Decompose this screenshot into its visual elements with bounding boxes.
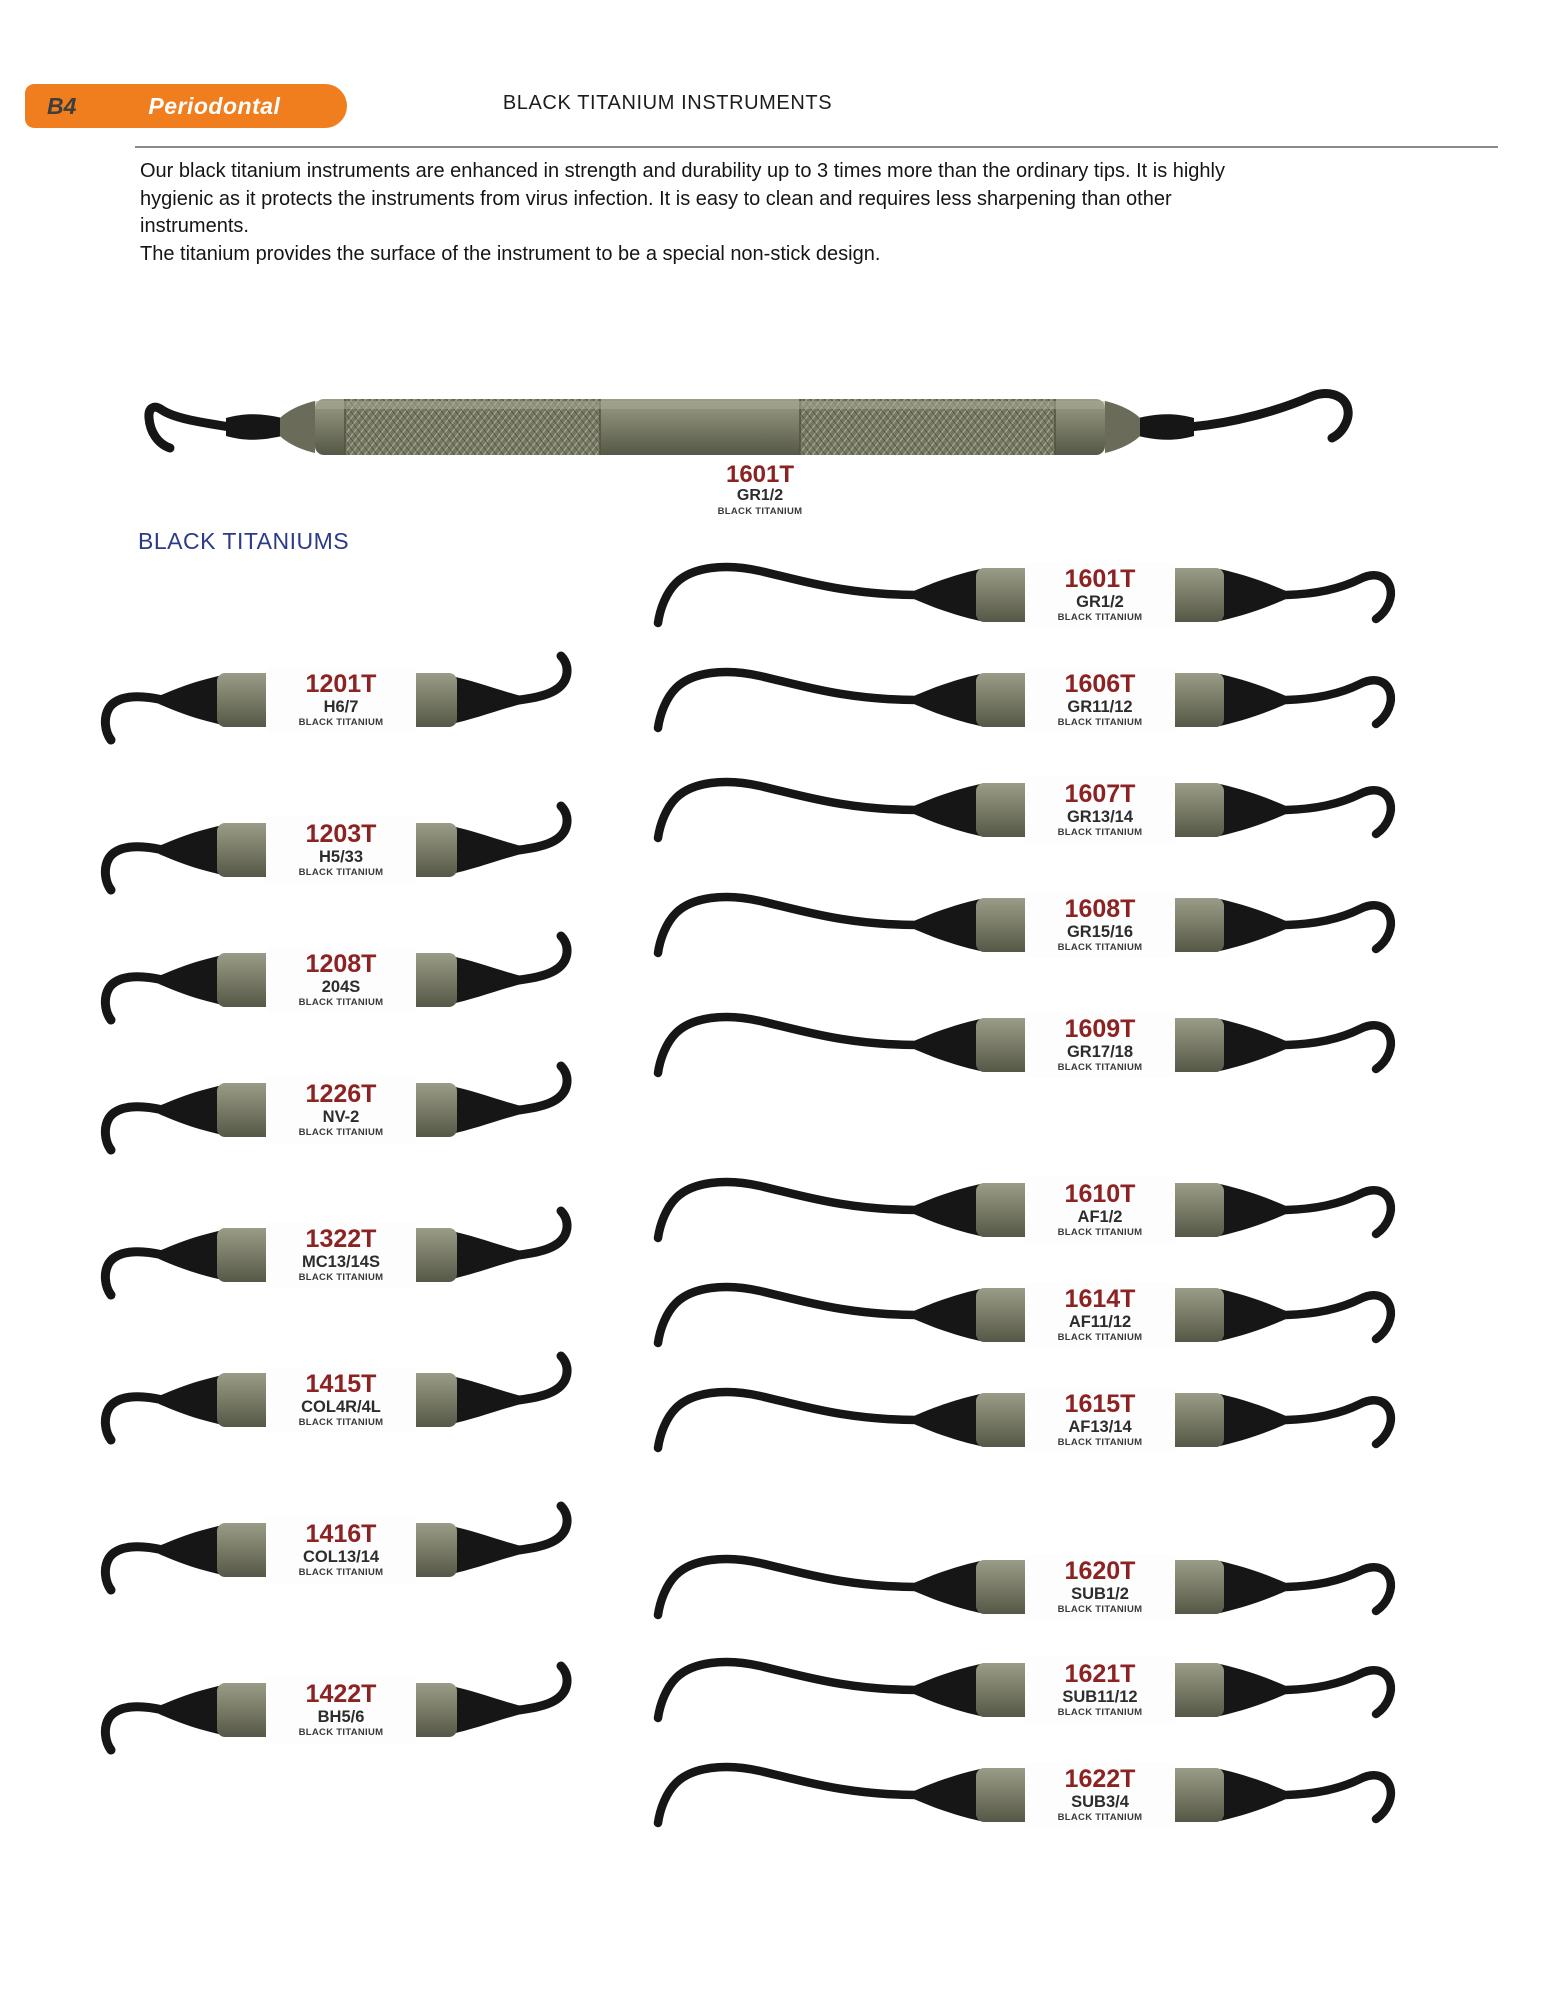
instrument-label <box>266 667 416 733</box>
instrument-row-1615T <box>620 1360 1400 1480</box>
instrument-material: BLACK TITANIUM <box>1057 941 1143 953</box>
instrument-material: BLACK TITANIUM <box>298 1271 384 1283</box>
instrument-spec: GR17/18 <box>1066 1042 1134 1061</box>
instrument-code: 1226T <box>305 1080 377 1109</box>
instrument-label <box>1025 562 1175 628</box>
instrument-label <box>1025 1012 1175 1078</box>
instrument-material: BLACK TITANIUM <box>1057 1811 1143 1823</box>
instrument-label <box>266 1222 416 1288</box>
instrument-label <box>266 1517 416 1583</box>
instrument-row-1415T <box>95 1340 575 1460</box>
instrument-row-1606T <box>620 640 1400 760</box>
instrument-spec: SUB1/2 <box>1071 1584 1129 1603</box>
instrument-photo <box>620 1255 1400 1375</box>
instrument-spec: GR1/2 <box>736 487 784 505</box>
instrument-material: BLACK TITANIUM <box>298 1726 384 1738</box>
section-heading: BLACK TITANIUMS <box>138 528 350 554</box>
intro-paragraph-1: Our black titanium instruments are enhanced in strength and durability up to 3 times more than the ordinary tips. It is highly hygienic as it protects the instruments from virus infection. It is easy to clean and requires less sharpening than other instruments. <box>140 160 1225 238</box>
instrument-code: 1609T <box>1064 1015 1136 1044</box>
instrument-code: 1615T <box>1064 1390 1136 1419</box>
instrument-material: BLACK TITANIUM <box>298 1126 384 1138</box>
instrument-material: BLACK TITANIUM <box>717 505 803 517</box>
instrument-material: BLACK TITANIUM <box>1057 716 1143 728</box>
instrument-code: 1322T <box>305 1225 377 1254</box>
instrument-code: 1201T <box>305 670 377 699</box>
instrument-material: BLACK TITANIUM <box>1057 1706 1143 1718</box>
instrument-photo <box>620 640 1400 760</box>
instrument-photo <box>620 1360 1400 1480</box>
instrument-material: BLACK TITANIUM <box>1057 1603 1143 1615</box>
instrument-label <box>266 1077 416 1143</box>
instrument-spec: 204S <box>321 977 361 996</box>
instrument-code: 1416T <box>305 1520 377 1549</box>
instrument-code: 1601T <box>1064 565 1136 594</box>
instrument-spec: AF13/14 <box>1068 1417 1132 1436</box>
instrument-material: BLACK TITANIUM <box>1057 826 1143 838</box>
instrument-spec: BH5/6 <box>317 1707 365 1726</box>
instrument-code: 1422T <box>305 1680 377 1709</box>
instrument-label <box>266 1677 416 1743</box>
instrument-row-1601T <box>620 535 1400 655</box>
instrument-code: 1607T <box>1064 780 1136 809</box>
instrument-spec: COL13/14 <box>302 1547 380 1566</box>
instrument-code: 1622T <box>1064 1765 1136 1794</box>
instrument-label <box>1025 667 1175 733</box>
instrument-code: 1203T <box>305 820 377 849</box>
instrument-row-1322T <box>95 1195 575 1315</box>
instrument-row-1226T <box>95 1050 575 1170</box>
instrument-material: BLACK TITANIUM <box>1057 611 1143 623</box>
instrument-spec: COL4R/4L <box>301 1397 381 1416</box>
instrument-label <box>1025 777 1175 843</box>
instrument-code: 1606T <box>1064 670 1136 699</box>
instrument-material: BLACK TITANIUM <box>298 996 384 1008</box>
instrument-photo <box>620 750 1400 870</box>
instrument-spec: GR13/14 <box>1066 807 1134 826</box>
category-badge <box>25 84 347 128</box>
instrument-label <box>266 1367 416 1433</box>
instrument-code: 1208T <box>305 950 377 979</box>
instrument-row-1609T <box>620 985 1400 1105</box>
instrument-row-1620T <box>620 1527 1400 1647</box>
instrument-spec: GR1/2 <box>1076 592 1124 611</box>
instrument-photo <box>620 1735 1400 1855</box>
instrument-photo <box>620 535 1400 655</box>
category-label: Periodontal <box>148 92 281 119</box>
instrument-label <box>1025 1657 1175 1723</box>
instrument-material: BLACK TITANIUM <box>298 1416 384 1428</box>
instrument-code: 1621T <box>1064 1660 1136 1689</box>
instrument-material: BLACK TITANIUM <box>298 716 384 728</box>
instrument-spec: MC13/14S <box>302 1252 380 1271</box>
instrument-code: 1601T <box>725 461 795 488</box>
page-code: B4 <box>47 92 77 119</box>
instrument-code: 1415T <box>305 1370 377 1399</box>
instrument-photo <box>620 1630 1400 1750</box>
instrument-photo <box>620 1527 1400 1647</box>
instrument-code: 1614T <box>1064 1285 1136 1314</box>
instrument-label <box>266 817 416 883</box>
instrument-spec: H6/7 <box>323 697 359 716</box>
featured-instrument-label <box>680 463 840 517</box>
instrument-material: BLACK TITANIUM <box>298 866 384 878</box>
instrument-row-1416T <box>95 1490 575 1610</box>
instrument-spec: AF1/2 <box>1077 1207 1123 1226</box>
instrument-spec: AF11/12 <box>1068 1312 1132 1331</box>
instrument-spec: SUB3/4 <box>1071 1792 1129 1811</box>
instrument-row-1208T <box>95 920 575 1040</box>
instrument-row-1622T <box>620 1735 1400 1855</box>
instrument-row-1201T <box>95 640 575 760</box>
instrument-row-1203T <box>95 790 575 910</box>
instrument-label <box>1025 1387 1175 1453</box>
instrument-label <box>1025 1554 1175 1620</box>
instrument-photo <box>620 1150 1400 1270</box>
instrument-material: BLACK TITANIUM <box>1057 1436 1143 1448</box>
instrument-spec: GR15/16 <box>1066 922 1134 941</box>
instrument-code: 1608T <box>1064 895 1136 924</box>
instrument-material: BLACK TITANIUM <box>1057 1061 1143 1073</box>
instrument-code: 1610T <box>1064 1180 1136 1209</box>
instrument-row-1607T <box>620 750 1400 870</box>
page-title: BLACK TITANIUM INSTRUMENTS <box>502 92 833 114</box>
instrument-code: 1620T <box>1064 1557 1136 1586</box>
instrument-material: BLACK TITANIUM <box>298 1566 384 1578</box>
instrument-photo <box>620 865 1400 985</box>
intro-text <box>140 158 1235 268</box>
instrument-label <box>1025 1177 1175 1243</box>
instrument-row-1614T <box>620 1255 1400 1375</box>
instrument-label <box>266 947 416 1013</box>
instrument-row-1422T <box>95 1650 575 1770</box>
instrument-label <box>1025 1762 1175 1828</box>
instrument-row-1610T <box>620 1150 1400 1270</box>
intro-paragraph-2: The titanium provides the surface of the instrument to be a special non-stick design. <box>140 242 881 265</box>
instrument-material: BLACK TITANIUM <box>1057 1331 1143 1343</box>
instrument-spec: NV-2 <box>322 1107 360 1126</box>
instrument-spec: SUB11/12 <box>1062 1687 1138 1706</box>
instrument-spec: GR11/12 <box>1067 697 1133 716</box>
instrument-row-1621T <box>620 1630 1400 1750</box>
instrument-material: BLACK TITANIUM <box>1057 1226 1143 1238</box>
instrument-label <box>1025 1282 1175 1348</box>
instrument-row-1608T <box>620 865 1400 985</box>
instrument-label <box>1025 892 1175 958</box>
instrument-spec: H5/33 <box>318 847 364 866</box>
instrument-photo <box>620 985 1400 1105</box>
header-divider <box>135 146 1498 148</box>
